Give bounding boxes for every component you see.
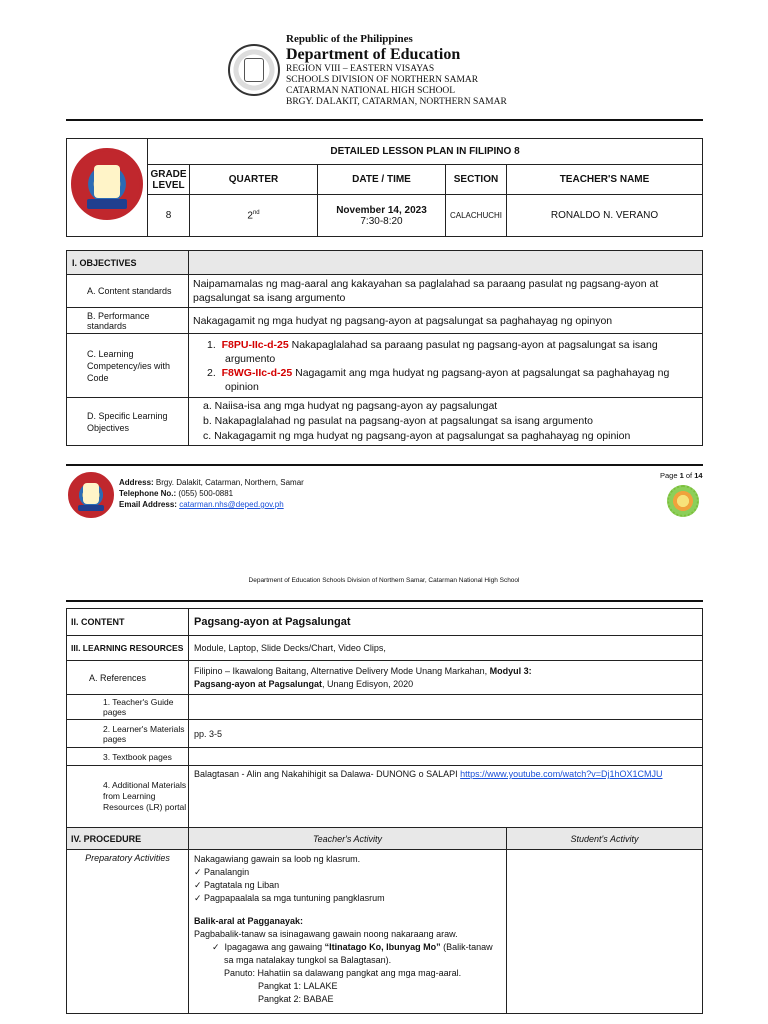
learning-resources-value: Module, Laptop, Slide Decks/Chart, Video Clips, [189, 636, 703, 661]
content-value: Pagsang-ayon at Pagsalungat [189, 609, 703, 636]
preparatory-activities [189, 850, 507, 1014]
procedure-label: IV. PROCEDURE [67, 828, 189, 850]
region-line: REGION VIII – EASTERN VISAYAS [286, 64, 435, 74]
specific-objective-c: c. Nakagagamit ng mga hudyat ng pagsang-ayon at pagsalungat sa paghahayag ng opinion [203, 430, 631, 442]
teacher-activity-header: Teacher's Activity [189, 828, 507, 850]
activity-item: ✓ Ipagagawa ang gawaing “Itinatago Ko, Ibunyag Mo” (Balik-tanaw sa mga natalakay tungkol sa Balagtasan). [212, 942, 493, 965]
date-time-value [318, 195, 446, 237]
references-label: A. References [67, 661, 189, 695]
time-value: 7:30-8:20 [360, 215, 403, 227]
deped-seal-logo [228, 44, 280, 96]
specific-objectives-label: D. Specific Learning Objectives [67, 398, 189, 446]
teacher-header: TEACHER'S NAME [507, 165, 703, 195]
group-2: Pangkat 2: BABAE [258, 994, 334, 1004]
competency-code-2: F8WG-IIc-d-25 [221, 366, 293, 379]
footer-address: Address: Brgy. Dalakit, Catarman, Northern, Samar [119, 478, 304, 487]
additional-materials-label: 4. Additional Materials from Learning Resources (LR) portal [67, 766, 189, 828]
review-title: Balik-aral at Pagganayak: [194, 916, 304, 926]
content-standards-label: A. Content standards [67, 275, 189, 308]
date-value: November 14, 2023 [336, 204, 427, 216]
page-number: Page 1 of 14 [660, 471, 703, 480]
competency-item-1: 1. F8PU-IIc-d-25 Nakapaglalahad sa paraang pasulat ng pagsang-ayon at pagsalungat sa isang argumento [207, 338, 658, 365]
grade-value: 8 [148, 195, 190, 237]
prep-item-rules: ✓ Pagpapaalala sa mga tuntuning pangklasrum [194, 892, 501, 905]
department-title: Department of Education [286, 46, 461, 63]
prep-checklist [194, 866, 501, 905]
competency-list [189, 334, 703, 398]
footer-email: Email Address: catarman.nhs@deped.gov.ph [119, 500, 284, 509]
competency-code-1: F8PU-IIc-d-25 [221, 338, 289, 351]
objectives-heading-blank [189, 251, 703, 275]
footer-divider [66, 464, 703, 466]
student-activity-cell [507, 850, 703, 1014]
section-value: CALACHUCHI [446, 195, 507, 237]
textbook-label: 3. Textbook pages [67, 748, 189, 766]
footer-badge-logo [667, 485, 699, 517]
header-divider [66, 119, 703, 121]
competency-label: C. Learning Competency/ies with Code [67, 334, 189, 398]
prep-item-attendance: ✓ Pagtatala ng Liban [194, 879, 501, 892]
panuto: Panuto: Hahatiin sa dalawang pangkat ang mga mag-aaral. [224, 968, 462, 978]
division-line: SCHOOLS DIVISION OF NORTHERN SAMAR [286, 75, 479, 85]
preparatory-label: Preparatory Activities [67, 850, 189, 1014]
grade-header: GRADE LEVEL [148, 165, 190, 195]
additional-materials-value: Balagtasan - Alin ang Nakahihigit sa Dalawa- DUNONG o SALAPI https://www.youtube.com/watch?v=Dj1hOX1CMJU [189, 766, 703, 828]
objectives-heading: I. OBJECTIVES [67, 251, 189, 275]
plan-title: DETAILED LESSON PLAN IN FILIPINO 8 [148, 139, 703, 165]
date-header: DATE / TIME [318, 165, 446, 195]
student-activity-header: Student's Activity [507, 828, 703, 850]
specific-objective-b: b. Nakapaglalahad ng pasulat na pagsang-ayon at pagsalungat sa isang argumento [203, 415, 593, 427]
objectives-table [66, 250, 703, 446]
school-logo [71, 148, 143, 220]
prep-item-prayer: ✓ Panalangin [194, 866, 501, 879]
performance-standards-text: Nakagagamit ng mga hudyat ng pagsang-ayon at pagsalungat sa paghahayag ng opinyon [189, 308, 703, 334]
lesson-plan-header-table [66, 138, 703, 237]
address-line: BRGY. DALAKIT, CATARMAN, NORTHERN SAMAR [286, 97, 507, 107]
learners-materials-value: pp. 3-5 [189, 720, 703, 748]
section-header: SECTION [446, 165, 507, 195]
teachers-guide-value [189, 695, 703, 720]
learning-resources-label: III. LEARNING RESOURCES [67, 636, 189, 661]
quarter-value: 2nd [190, 195, 318, 237]
footer-contact [119, 477, 304, 510]
prep-intro: Nakagawiang gawain sa loob ng klasrum. [194, 854, 361, 864]
references-value: Filipino – Ikawalong Baitang, Alternative Delivery Mode Unang Markahan, Modyul 3: Pagsang-ayon at Pagsalungat, Unang Edisyon, 2020 [189, 661, 703, 695]
quarter-header: QUARTER [190, 165, 318, 195]
school-line: CATARMAN NATIONAL HIGH SCHOOL [286, 86, 456, 96]
specific-objective-a: a. Naiisa-isa ang mga hudyat ng pagsang-ayon ay pagsalungat [203, 400, 498, 412]
teacher-value: RONALDO N. VERANO [507, 195, 703, 237]
performance-standards-label: B. Performance standards [67, 308, 189, 334]
content-standards-text: Naipamamalas ng mag-aaral ang kakayahan sa paglalahad sa paraang pasulat ng pagsang-ayon at pagsalungat sa isang argumento [189, 275, 703, 308]
footer-school-logo [68, 472, 114, 518]
competency-item-2: 2. F8WG-IIc-d-25 Nagagamit ang mga hudyat ng pagsang-ayon at pagsalungat sa paghahayag ng opinion [207, 366, 670, 393]
content-procedure-table [66, 608, 703, 1014]
republic-line: Republic of the Philippines [286, 33, 413, 45]
learners-materials-label: 2. Learner's Materials pages [67, 720, 189, 748]
footer-phone: Telephone No.: (055) 500-0881 [119, 489, 234, 498]
running-header: Department of Education Schools Division of Northern Samar, Catarman National High School [248, 577, 520, 584]
youtube-link[interactable]: https://www.youtube.com/watch?v=Dj1hOX1CMJU [460, 769, 663, 779]
content-label: II. CONTENT [67, 609, 189, 636]
teachers-guide-label: 1. Teacher's Guide pages [67, 695, 189, 720]
group-1: Pangkat 1: LALAKE [258, 981, 338, 991]
email-link[interactable]: catarman.nhs@deped.gov.ph [179, 500, 284, 509]
review-text: Pagbabalik-tanaw sa isinagawang gawain noong nakaraang araw. [194, 929, 458, 939]
specific-objectives-list [189, 398, 703, 446]
school-logo-cell [67, 139, 148, 237]
textbook-value [189, 748, 703, 766]
office-lines [286, 64, 507, 108]
page2-divider [66, 600, 703, 602]
